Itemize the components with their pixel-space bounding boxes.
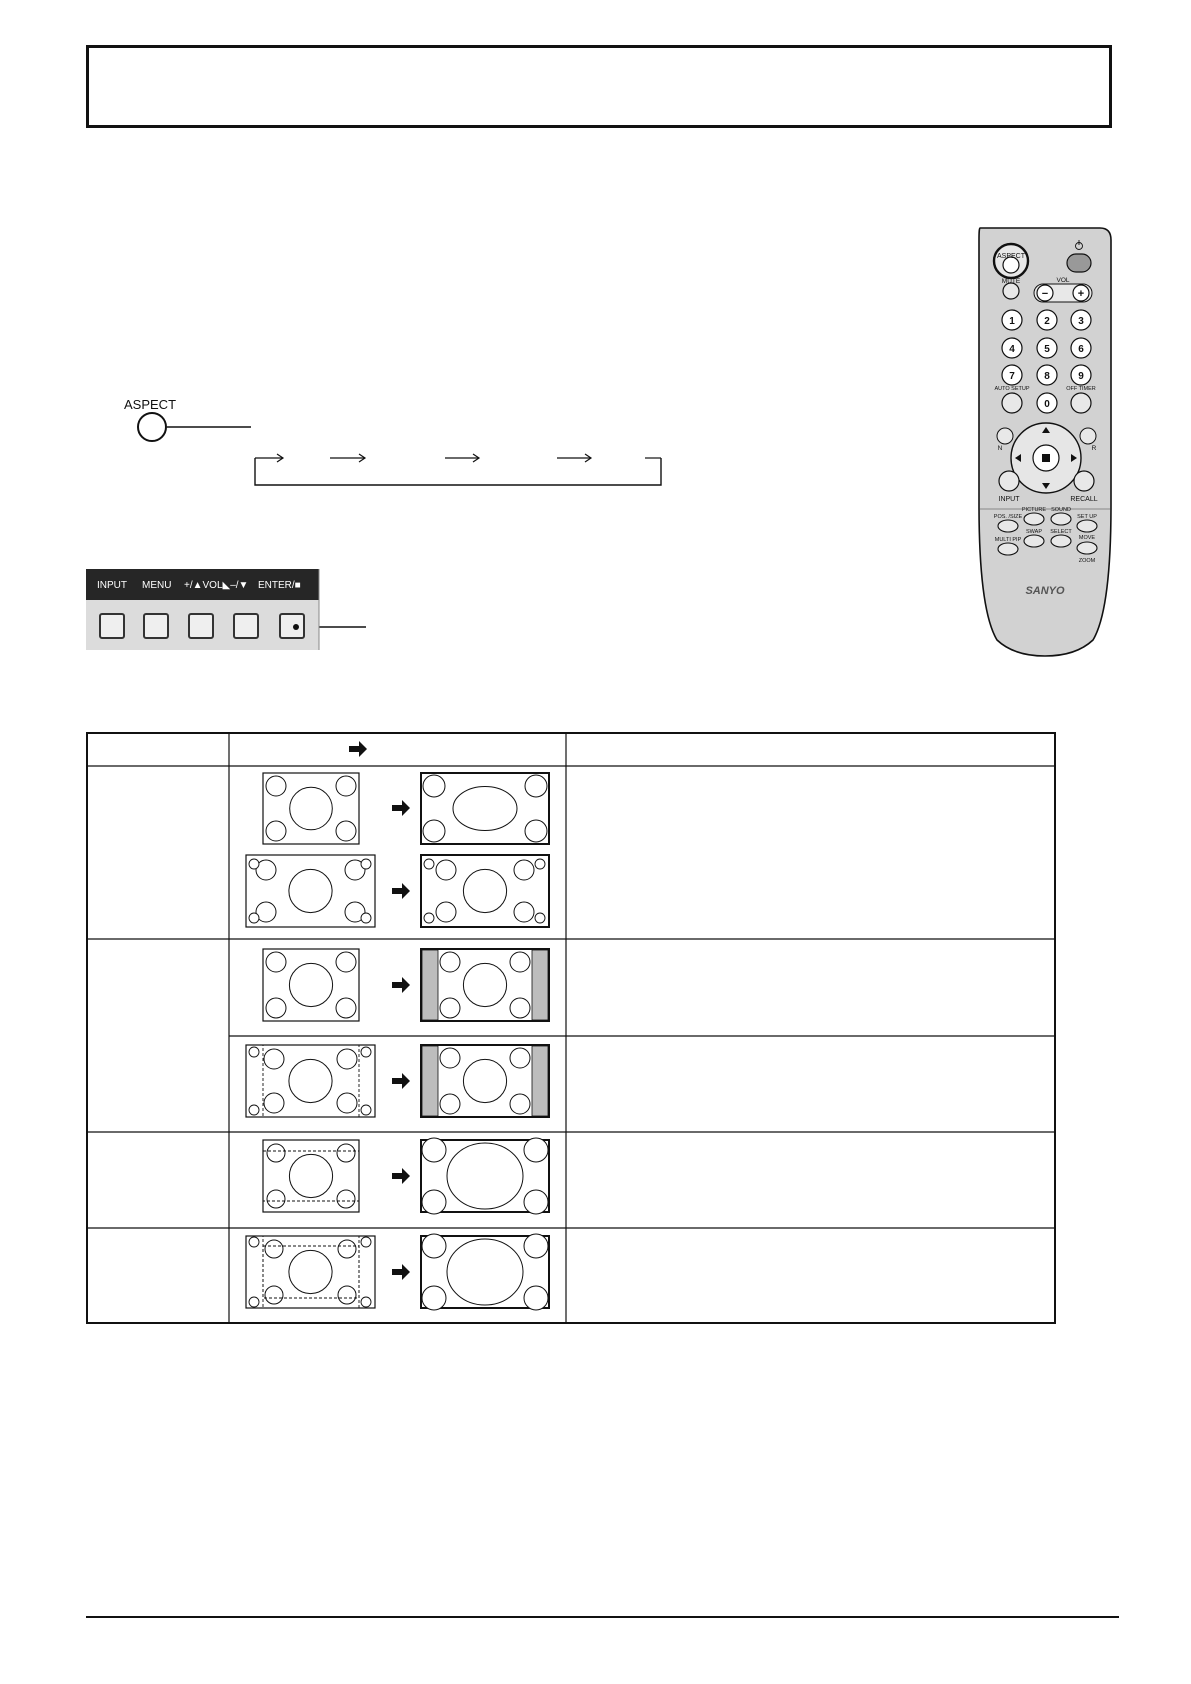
row4-result-corner-circle-2 bbox=[422, 1286, 446, 1310]
row2a-result-corner-circle-0 bbox=[440, 952, 460, 972]
row1b-source-center-circle bbox=[289, 869, 332, 912]
remote-label-8: 8 bbox=[1044, 371, 1050, 382]
panel-label-enter: ENTER/■ bbox=[258, 580, 301, 591]
remote-label-r: R bbox=[1091, 445, 1097, 452]
row3-arrow bbox=[392, 1168, 410, 1184]
row4-result-corner-circle-3 bbox=[524, 1286, 548, 1310]
row1b-result-corner-circle-1 bbox=[514, 860, 534, 880]
remote-label-2: 2 bbox=[1044, 316, 1050, 327]
row1b-result-edge-circle-3 bbox=[535, 859, 545, 869]
row3-source-corner-circle-2 bbox=[267, 1190, 285, 1208]
remote-label-plus: + bbox=[1077, 288, 1085, 300]
row3-result-center-circle bbox=[447, 1143, 523, 1209]
panel-label-input: INPUT bbox=[97, 580, 127, 591]
panel-label-menu: MENU bbox=[142, 580, 172, 591]
row1a-result-corner-circle-2 bbox=[423, 820, 445, 842]
row2a-result-bar-right bbox=[532, 950, 548, 1020]
row3-source-corner-circle-3 bbox=[337, 1190, 355, 1208]
row2b-result-bar-right bbox=[532, 1046, 548, 1116]
row1a-source-corner-circle-1 bbox=[336, 776, 356, 796]
row2b-result-center-circle bbox=[463, 1059, 506, 1102]
row4-source-corner-circle-0 bbox=[265, 1240, 283, 1258]
row2b-source-edge-circle-1 bbox=[361, 1105, 371, 1115]
remote-label-set-up: SET UP bbox=[1077, 514, 1097, 520]
remote-label-minus: − bbox=[1041, 288, 1049, 300]
row2a-source-corner-circle-1 bbox=[336, 952, 356, 972]
row1a-source-corner-circle-2 bbox=[266, 821, 286, 841]
row2a-result-bar-left bbox=[422, 950, 438, 1020]
row4-result-corner-circle-1 bbox=[524, 1234, 548, 1258]
row4-result-center-circle bbox=[447, 1239, 523, 1305]
row1a-source-corner-circle-3 bbox=[336, 821, 356, 841]
row2b-result-corner-circle-3 bbox=[510, 1094, 530, 1114]
remote-label-multi-pip: MULTI PIP bbox=[994, 537, 1022, 543]
row2b-result-corner-circle-2 bbox=[440, 1094, 460, 1114]
remote-label-recall: RECALL bbox=[1070, 496, 1098, 503]
row4-source-edge-circle-1 bbox=[361, 1297, 371, 1307]
remote-label-swap: SWAP bbox=[1026, 529, 1042, 535]
row3-result-corner-circle-2 bbox=[422, 1190, 446, 1214]
row2b-source-edge-circle-2 bbox=[249, 1047, 259, 1057]
remote-label-off-timer: OFF TIMER bbox=[1066, 386, 1096, 392]
remote-label-4: 4 bbox=[1009, 344, 1015, 355]
remote-label-mute: MUTE bbox=[1001, 278, 1021, 285]
row2a-source-corner-circle-3 bbox=[336, 998, 356, 1018]
row2b-source-corner-circle-3 bbox=[337, 1093, 357, 1113]
row1b-result-edge-circle-0 bbox=[424, 913, 434, 923]
row4-source-edge-circle-0 bbox=[249, 1297, 259, 1307]
remote-label-zoom: ZOOM bbox=[1078, 558, 1096, 564]
remote-label-sound: SOUND bbox=[1051, 507, 1071, 513]
row2a-arrow bbox=[392, 977, 410, 993]
remote-label-n: N bbox=[997, 445, 1003, 452]
row1a-source-center-circle bbox=[290, 787, 333, 830]
remote-label-select: SELECT bbox=[1050, 529, 1072, 535]
row2b-source-center-circle bbox=[289, 1059, 332, 1102]
row1b-result-corner-circle-3 bbox=[514, 902, 534, 922]
row4-result-corner-circle-0 bbox=[422, 1234, 446, 1258]
remote-label-pos-size: POS. /SIZE bbox=[993, 514, 1023, 520]
row4-source-edge-circle-3 bbox=[361, 1237, 371, 1247]
row2a-result-corner-circle-1 bbox=[510, 952, 530, 972]
remote-label-7: 7 bbox=[1009, 371, 1015, 382]
row3-result-corner-circle-3 bbox=[524, 1190, 548, 1214]
row1a-arrow bbox=[392, 800, 410, 816]
row2a-source-corner-circle-0 bbox=[266, 952, 286, 972]
row1a-result-center-circle bbox=[453, 787, 517, 831]
row1b-result-edge-circle-1 bbox=[535, 913, 545, 923]
row2b-source-corner-circle-1 bbox=[337, 1049, 357, 1069]
row2a-source-center-circle bbox=[289, 963, 332, 1006]
row2b-source-corner-circle-0 bbox=[264, 1049, 284, 1069]
row1b-result-corner-circle-0 bbox=[436, 860, 456, 880]
row3-result-corner-circle-0 bbox=[422, 1138, 446, 1162]
remote-label-9: 9 bbox=[1078, 371, 1084, 382]
row4-source-corner-circle-3 bbox=[338, 1286, 356, 1304]
row1a-result-corner-circle-1 bbox=[525, 775, 547, 797]
row1a-source-corner-circle-0 bbox=[266, 776, 286, 796]
remote-label-1: 1 bbox=[1009, 316, 1015, 327]
remote-label-auto-setup: AUTO SETUP bbox=[994, 386, 1030, 392]
row1b-source-edge-circle-2 bbox=[249, 859, 259, 869]
row1b-result-corner-circle-2 bbox=[436, 902, 456, 922]
row1b-arrow bbox=[392, 883, 410, 899]
row2a-source-corner-circle-2 bbox=[266, 998, 286, 1018]
row2b-result-corner-circle-0 bbox=[440, 1048, 460, 1068]
row1a-result-corner-circle-0 bbox=[423, 775, 445, 797]
remote-label-0: 0 bbox=[1044, 399, 1050, 410]
row4-source-corner-circle-2 bbox=[265, 1286, 283, 1304]
remote-label-vol: VOL bbox=[1056, 277, 1070, 284]
row1a-result-corner-circle-3 bbox=[525, 820, 547, 842]
remote-label-5: 5 bbox=[1044, 344, 1050, 355]
row1b-source-edge-circle-1 bbox=[361, 913, 371, 923]
row3-source-center-circle bbox=[289, 1154, 332, 1197]
row2b-source-edge-circle-0 bbox=[249, 1105, 259, 1115]
row1b-source-edge-circle-3 bbox=[361, 859, 371, 869]
row1b-result-center-circle bbox=[463, 869, 506, 912]
remote-brand-logo: SANYO bbox=[1025, 585, 1065, 597]
row3-source-corner-circle-0 bbox=[267, 1144, 285, 1162]
row3-source-corner-circle-1 bbox=[337, 1144, 355, 1162]
remote-label-aspect: ASPECT bbox=[996, 253, 1026, 260]
row2b-result-bar-left bbox=[422, 1046, 438, 1116]
remote-label-input: INPUT bbox=[998, 496, 1020, 503]
remote-label-move: MOVE bbox=[1078, 535, 1096, 541]
row2b-result-corner-circle-1 bbox=[510, 1048, 530, 1068]
panel-label-vol: +/▲VOL◣–/▼ bbox=[184, 580, 249, 591]
row1b-result-edge-circle-2 bbox=[424, 859, 434, 869]
row2a-result-corner-circle-3 bbox=[510, 998, 530, 1018]
row1b-source-edge-circle-0 bbox=[249, 913, 259, 923]
row2b-source-edge-circle-3 bbox=[361, 1047, 371, 1057]
row3-result-corner-circle-1 bbox=[524, 1138, 548, 1162]
row4-source-corner-circle-1 bbox=[338, 1240, 356, 1258]
row4-arrow bbox=[392, 1264, 410, 1280]
remote-label-3: 3 bbox=[1078, 316, 1084, 327]
row2a-result-corner-circle-2 bbox=[440, 998, 460, 1018]
row2a-result-center-circle bbox=[463, 963, 506, 1006]
remote-label-6: 6 bbox=[1078, 344, 1084, 355]
row2b-source-corner-circle-2 bbox=[264, 1093, 284, 1113]
row2b-arrow bbox=[392, 1073, 410, 1089]
remote-label-picture: PICTURE bbox=[1021, 507, 1047, 513]
row4-source-edge-circle-2 bbox=[249, 1237, 259, 1247]
aspect-button-label: ASPECT bbox=[124, 397, 177, 412]
row4-source-center-circle bbox=[289, 1250, 332, 1293]
